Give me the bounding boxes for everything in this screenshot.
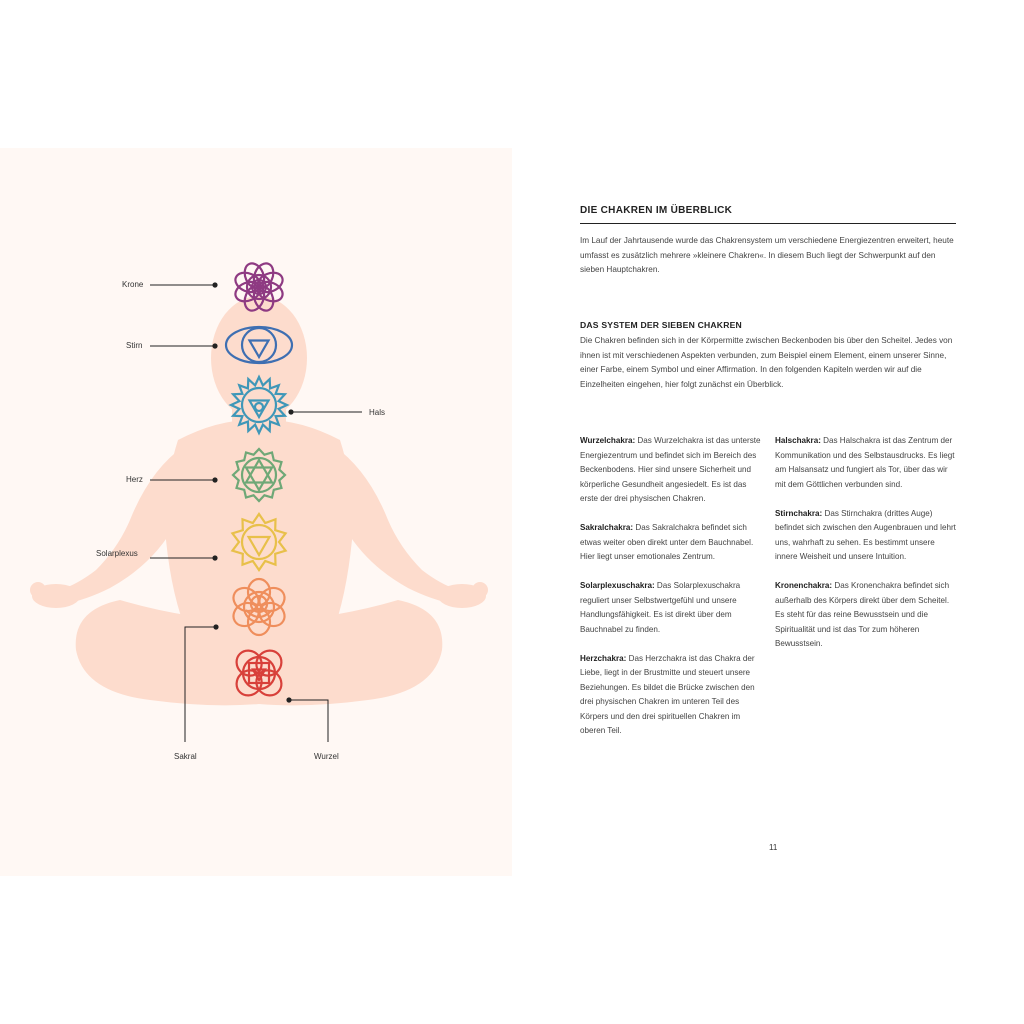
entry-term: Sakralchakra: — [580, 523, 634, 532]
entry-term: Wurzelchakra: — [580, 436, 636, 445]
page-title: DIE CHAKREN IM ÜBERBLICK — [580, 205, 733, 216]
entry-body: Das Stirnchakra (drittes Auge) befindet sich zwischen den Augenbrauen und lehrt uns, wahrhaft zu sehen. Es bestimmt unsere innere Weisheit und unsere Intuition. — [775, 508, 956, 561]
entry-term: Herzchakra: — [580, 653, 627, 663]
intro-paragraph: Im Lauf der Jahrtausende wurde das Chakrensystem um verschiedene Energiezentren erweitert, heute umfasst es zusätzlich mehrere »kleinere Chakren«. In diesem Buch liegt der Schwerpunkt auf den sieben Hauptchakren. — [580, 236, 954, 275]
label-krone: Krone — [122, 280, 144, 289]
section-heading: DAS SYSTEM DER SIEBEN CHAKREN — [580, 320, 742, 330]
entry-body: Das Halschakra ist das Zentrum der Kommunikation und des Selbstausdrucks. Es liegt am Halsansatz und fungiert als Tor, über das wir mit dem Göttlichen verbunden sind. — [775, 436, 955, 489]
section-paragraph: Die Chakren befinden sich in der Körpermitte zwischen Beckenboden bis über den Scheitel. Jedes von ihnen ist mit verschiedenen Aspekten verbunden, zum Beispiel einem Element, einem unserer Sinne, einer Farbe, einem Symbol und einer Affirmation. In den folgenden Kapiteln werden wir auf die Einzelheiten eingehen, hier folgt zunächst ein Überblick. — [580, 336, 953, 389]
label-stirn: Stirn — [126, 341, 143, 350]
entry-term: Kronenchakra: — [775, 581, 833, 590]
entry-term: Solarplexuschakra: — [580, 581, 655, 590]
entry-kronenchakra — [775, 579, 959, 652]
text-column-right — [775, 434, 959, 666]
entry-solarplexuschakra — [580, 579, 764, 637]
label-sakral: Sakral — [174, 752, 197, 761]
entry-halschakra — [775, 434, 959, 492]
label-hals: Hals — [369, 408, 386, 417]
title-rule — [580, 223, 956, 224]
leader-hals — [288, 409, 362, 414]
text-column-left — [580, 434, 764, 753]
entry-herzchakra — [580, 652, 764, 739]
entry-stirnchakra — [775, 507, 959, 565]
leader-krone — [150, 282, 218, 287]
label-herz: Herz — [126, 475, 143, 484]
entry-wurzelchakra — [580, 434, 764, 507]
entry-body: Das Solarplexuschakra reguliert unser Selbstwertgefühl und unsere Handlungsfähigkeit. Es ist direkt über dem Bauchnabel zu finden. — [580, 581, 741, 634]
page-number: 11 — [769, 843, 778, 852]
label-solarplexus: Solarplexus — [96, 549, 138, 558]
entry-sakralchakra — [580, 521, 764, 565]
leader-stirn — [150, 343, 218, 348]
entry-body: Das Sakralchakra befindet sich etwas weiter oben direkt unter dem Bauchnabel. Hier liegt unser emotionales Zentrum. — [580, 523, 754, 561]
entry-body: Das Kronenchakra befindet sich außerhalb des Körpers direkt über dem Scheitel. Es steht für das reine Bewusstsein und die Spiritualität und ist das Tor zum höheren Bewusstsein. — [775, 581, 950, 648]
entry-body: Das Herzchakra ist das Chakra der Liebe, liegt in der Brustmitte und steuert unsere Beziehungen. Es bildet die Brücke zwischen den drei physischen Chakren im unteren Teil des Körpers und den drei spirituellen Chakren im oberen Teil. — [580, 653, 755, 735]
label-wurzel: Wurzel — [314, 752, 339, 761]
entry-term: Halschakra: — [775, 436, 821, 445]
entry-term: Stirnchakra: — [775, 508, 823, 518]
entry-body: Das Wurzelchakra ist das unterste Energiezentrum und befindet sich im Bereich des Beckenbodens. Hier sind unsere Sicherheit und körperliche Gesundheit angesiedelt. Es ist das erste der drei physischen Chakren. — [580, 436, 761, 503]
